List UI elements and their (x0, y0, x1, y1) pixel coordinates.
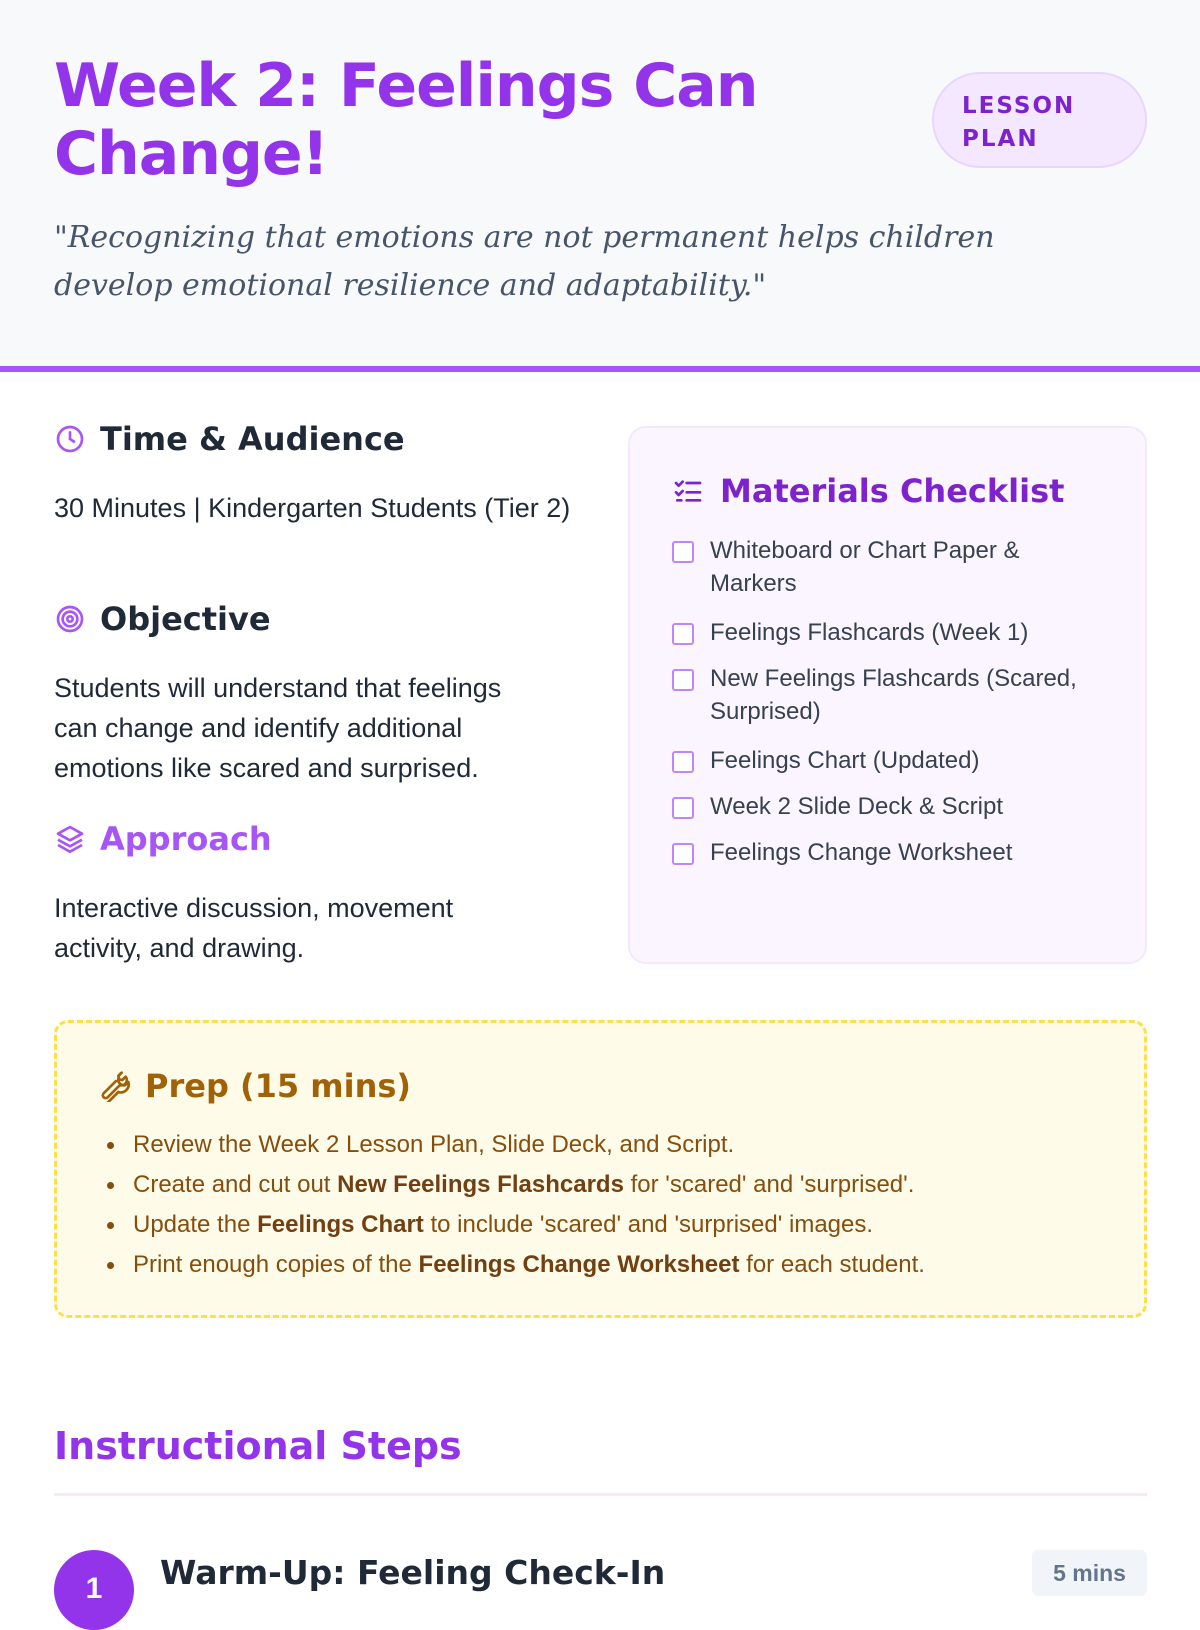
materials-label: Materials Checklist (720, 472, 1065, 510)
materials-item[interactable] (672, 616, 1112, 649)
objective-text: Students will understand that feelings can change and identify additional emotions like scared and surprised. (54, 673, 502, 783)
prep-list (133, 1125, 1123, 1285)
instructional-steps-heading: Instructional Steps (54, 1424, 462, 1468)
wrench-icon (99, 1070, 131, 1102)
prep-item: Print enough copies of the Feelings Change Worksheet for each student. (133, 1245, 1123, 1285)
time-audience-label: Time & Audience (100, 420, 405, 458)
materials-item-label: New Feelings Flashcards (Scared, Surprised) (710, 665, 1077, 725)
step-number-badge: 1 (54, 1550, 134, 1630)
materials-item[interactable] (672, 836, 1112, 869)
materials-item-label: Whiteboard or Chart Paper & Markers (710, 537, 1020, 597)
objective-heading (54, 600, 271, 638)
checklist-icon (672, 475, 704, 507)
prep-item: Create and cut out New Feelings Flashcards for 'scared' and 'surprised'. (133, 1165, 1123, 1205)
prep-item: Update the Feelings Chart to include 'scared' and 'surprised' images. (133, 1205, 1123, 1245)
prep-item: Review the Week 2 Lesson Plan, Slide Deck, and Script. (133, 1125, 1123, 1165)
checkbox[interactable] (672, 669, 694, 691)
checkbox[interactable] (672, 541, 694, 563)
materials-item-label: Feelings Chart (Updated) (710, 747, 980, 774)
checkbox[interactable] (672, 623, 694, 645)
target-icon (54, 603, 86, 635)
approach-text: Interactive discussion, movement activity, and drawing. (54, 893, 454, 963)
materials-item[interactable] (672, 744, 1112, 777)
checkbox[interactable] (672, 751, 694, 773)
prep-box (54, 1020, 1147, 1318)
header-quote: "Recognizing that emotions are not permanent helps children develop emotional resilience and adaptability." (54, 220, 995, 303)
step-title: Warm-Up: Feeling Check-In (160, 1553, 666, 1592)
checkbox[interactable] (672, 843, 694, 865)
materials-item-label: Feelings Change Worksheet (710, 839, 1013, 866)
lesson-header (0, 0, 1200, 372)
approach-label: Approach (100, 820, 272, 858)
materials-item-label: Feelings Flashcards (Week 1) (710, 619, 1029, 646)
section-divider (54, 1493, 1147, 1496)
layers-icon (54, 823, 86, 855)
prep-label: Prep (15 mins) (145, 1067, 412, 1105)
page-title: Week 2: Feelings Can Change! (54, 51, 758, 189)
materials-item[interactable] (672, 790, 1112, 823)
approach-heading (54, 820, 272, 858)
step-duration-badge: 5 mins (1032, 1550, 1147, 1596)
objective-label: Objective (100, 600, 271, 638)
prep-heading (99, 1067, 411, 1105)
time-audience-text: 30 Minutes | Kindergarten Students (Tier 2) (54, 493, 571, 523)
materials-item[interactable] (672, 662, 1112, 728)
materials-heading (672, 472, 1064, 510)
checkbox[interactable] (672, 797, 694, 819)
materials-item[interactable] (672, 534, 1112, 600)
time-audience-heading (54, 420, 405, 458)
clock-icon (54, 423, 86, 455)
materials-checklist-card (628, 426, 1147, 964)
lesson-plan-badge: LESSON PLAN (932, 72, 1147, 168)
materials-item-label: Week 2 Slide Deck & Script (710, 793, 1004, 820)
